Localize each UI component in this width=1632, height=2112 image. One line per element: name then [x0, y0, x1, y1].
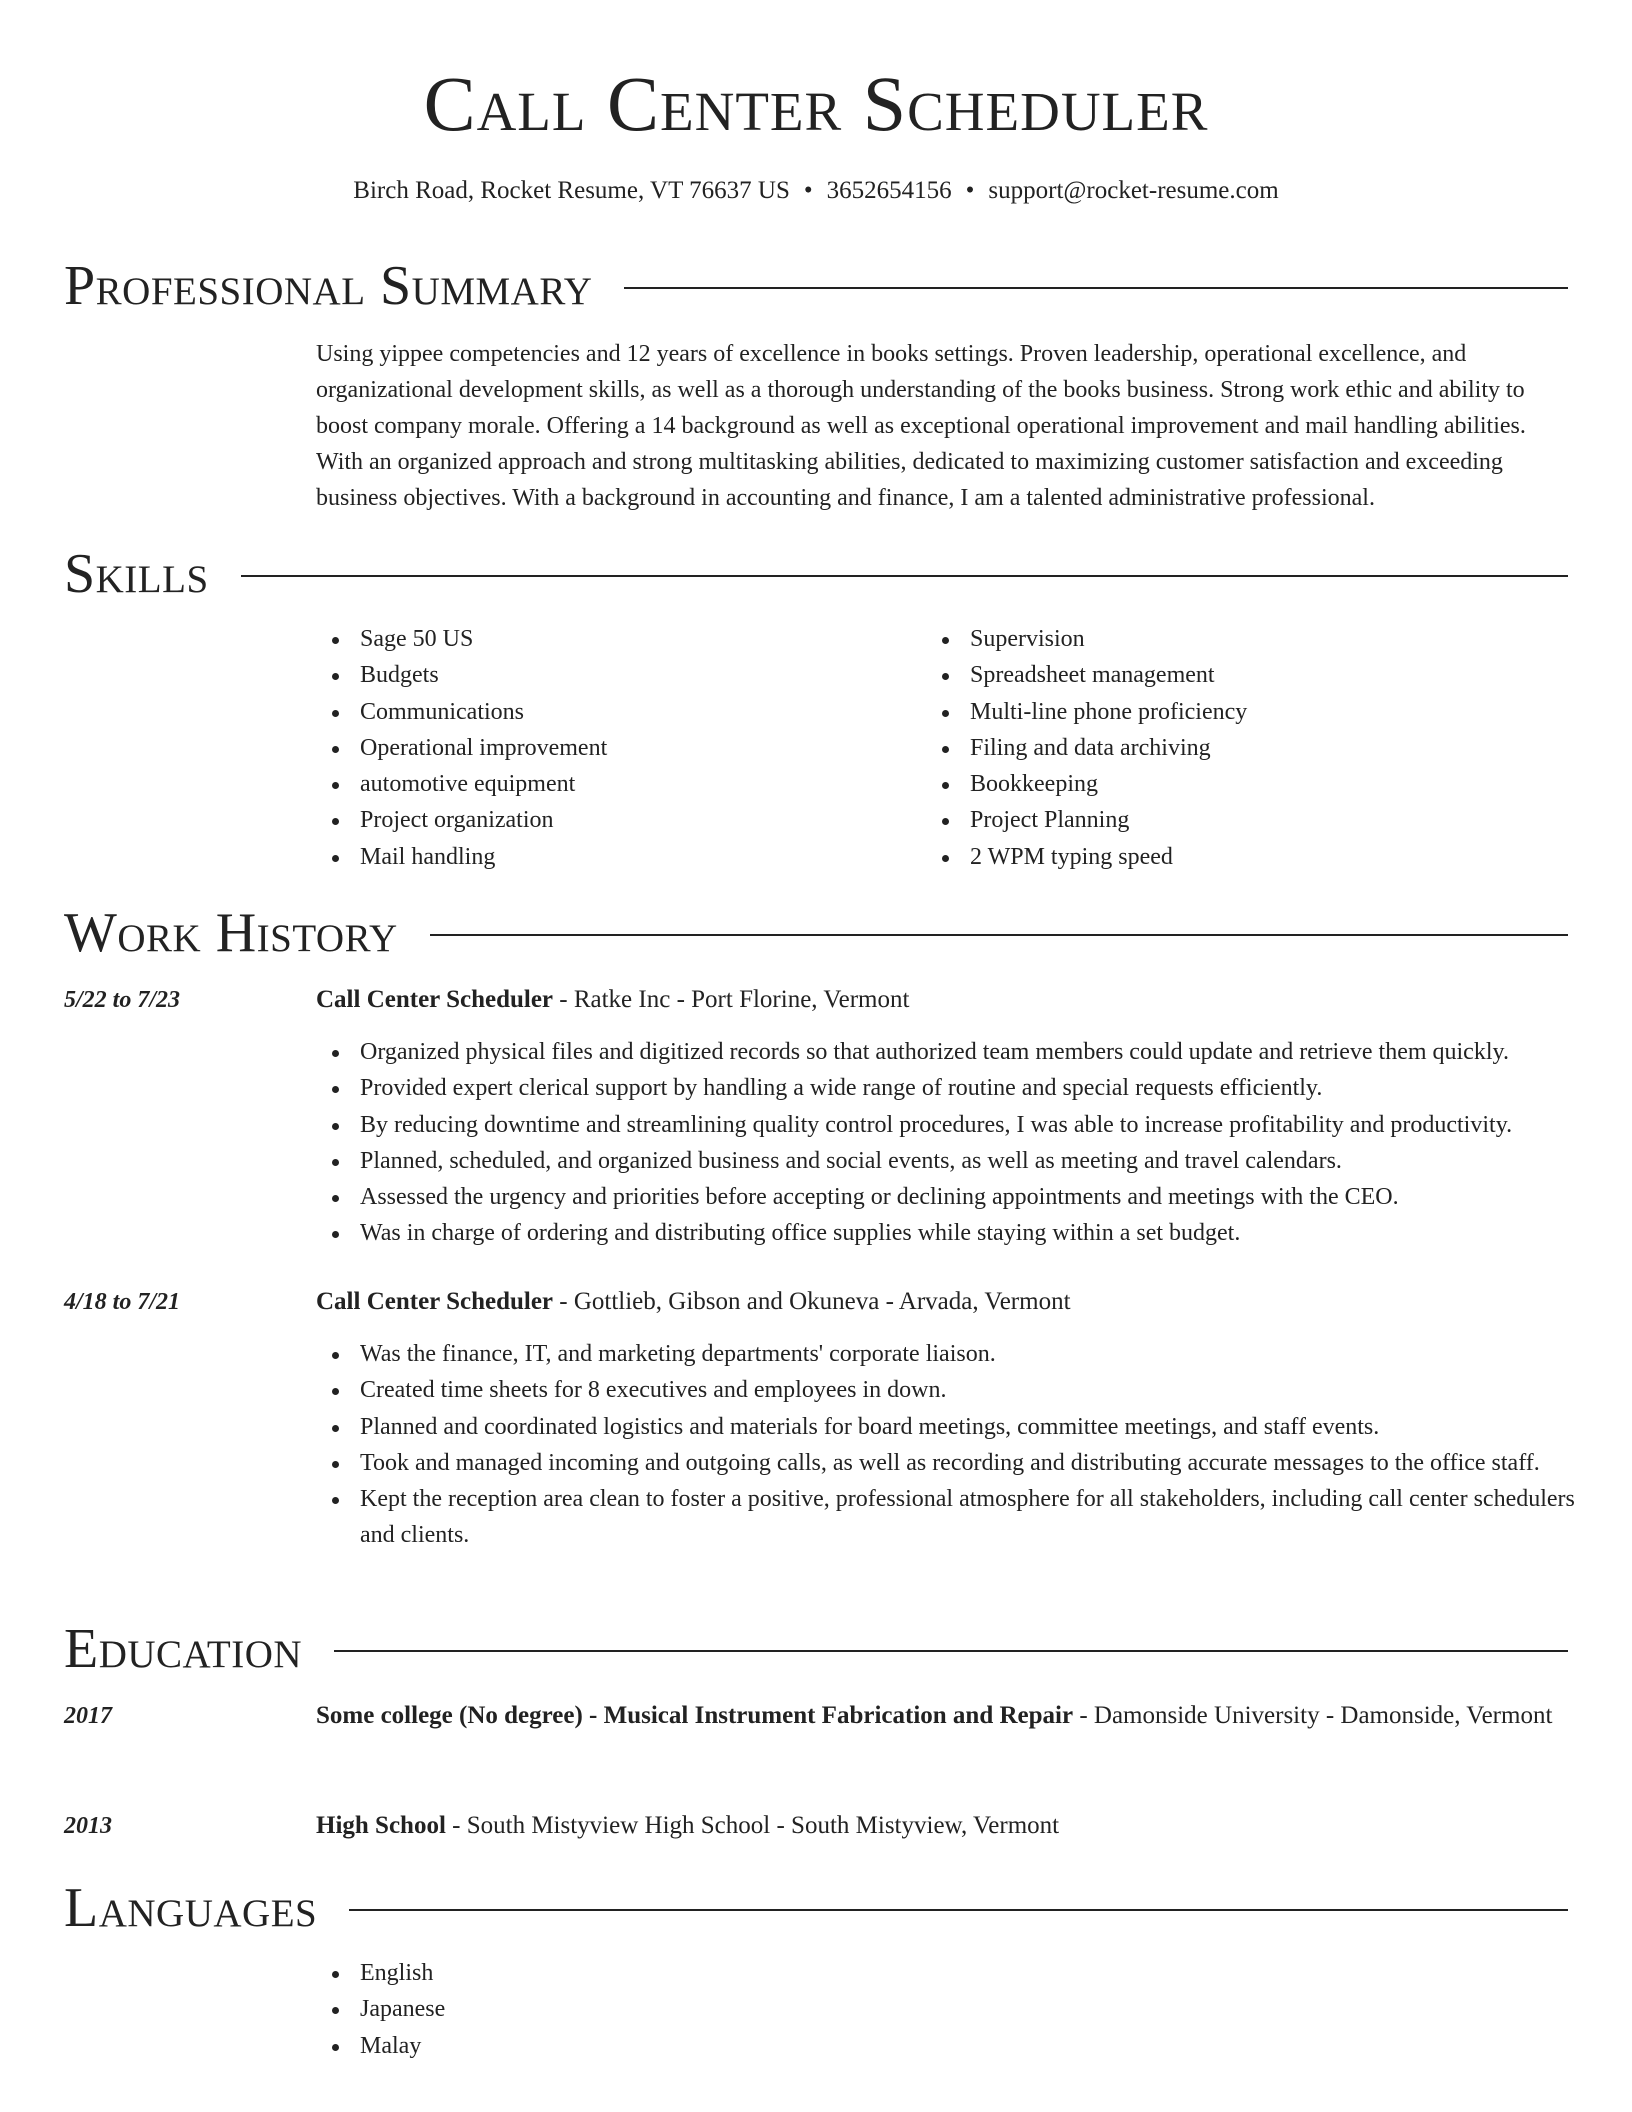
language-item: Japanese — [316, 1991, 1592, 2027]
job-title: Call Center Scheduler — [316, 1288, 554, 1315]
contact-line — [0, 176, 1632, 206]
education-year: 2013 — [64, 1813, 112, 1839]
education-year: 2017 — [64, 1703, 112, 1729]
skill-item: Supervision — [926, 621, 1526, 657]
list-item: Created time sheets for 8 executives and employees in down. — [316, 1372, 1592, 1408]
education-section-header — [64, 1617, 1568, 1681]
list-item: Kept the reception area clean to foster a positive, professional atmosphere for all stakeholders, including call center schedulers and clients. — [316, 1481, 1592, 1554]
section-title: Education — [64, 1618, 303, 1680]
skill-item: Multi-line phone proficiency — [926, 694, 1526, 730]
skill-item: Operational improvement — [316, 730, 876, 766]
languages-list — [316, 1955, 1592, 2064]
skill-item: Spreadsheet management — [926, 657, 1526, 693]
skill-item: Budgets — [316, 657, 876, 693]
skill-item: Bookkeeping — [926, 766, 1526, 802]
email-link[interactable]: support@rocket-resume.com — [988, 177, 1279, 204]
degree: Some college (No degree) - Musical Instrument Fabrication and Repair — [316, 1702, 1074, 1729]
separator: • — [803, 177, 813, 204]
school: - Damonside University - Damonside, Vermont — [1073, 1702, 1553, 1729]
job-employer: - Ratke Inc - Port Florine, Vermont — [553, 986, 910, 1013]
section-divider — [430, 934, 1568, 936]
skill-item: 2 WPM typing speed — [926, 839, 1526, 875]
language-item: Malay — [316, 2028, 1592, 2064]
list-item: Planned and coordinated logistics and materials for board meetings, committee meetings, and staff events. — [316, 1409, 1592, 1445]
section-divider — [624, 287, 1568, 289]
skills-list-left — [316, 621, 876, 875]
job-title: Call Center Scheduler — [316, 986, 554, 1013]
skills-section-header — [64, 542, 1568, 606]
list-item: By reducing downtime and streamlining quality control procedures, I was able to increase profitability and productivity. — [316, 1107, 1592, 1143]
languages-section-header — [64, 1876, 1568, 1940]
job-title-line — [316, 1282, 1568, 1322]
list-item: Was in charge of ordering and distributing office supplies while staying within a set budget. — [316, 1215, 1592, 1251]
school: - South Mistyview High School - South Mistyview, Vermont — [445, 1812, 1060, 1839]
section-title: Skills — [64, 543, 209, 605]
job-bullets — [316, 1034, 1592, 1252]
section-divider — [349, 1909, 1568, 1911]
skill-item: Mail handling — [316, 839, 876, 875]
skill-item: automotive equipment — [316, 766, 876, 802]
skill-item: Filing and data archiving — [926, 730, 1526, 766]
job-dates: 4/18 to 7/21 — [64, 1289, 181, 1315]
list-item: Was the finance, IT, and marketing departments' corporate liaison. — [316, 1336, 1592, 1372]
job-dates: 5/22 to 7/23 — [64, 987, 181, 1013]
candidate-name: Call Center Scheduler — [423, 60, 1209, 147]
section-divider — [241, 575, 1568, 577]
list-item: Assessed the urgency and priorities before accepting or declining appointments and meetings with the CEO. — [316, 1179, 1592, 1215]
education-entry — [316, 1806, 1568, 1846]
job-title-line — [316, 980, 1568, 1020]
section-title: Professional Summary — [64, 255, 593, 317]
address: Birch Road, Rocket Resume, VT 76637 US — [353, 177, 790, 204]
skill-item: Project Planning — [926, 802, 1526, 838]
language-item: English — [316, 1955, 1592, 1991]
skill-item: Sage 50 US — [316, 621, 876, 657]
list-item: Planned, scheduled, and organized business and social events, as well as meeting and travel calendars. — [316, 1143, 1592, 1179]
job-bullets — [316, 1336, 1592, 1554]
section-title: Work History — [64, 902, 398, 964]
summary-text: Using yippee competencies and 12 years of excellence in books settings. Proven leadership, operational excellence, and organizational development skills, as well as a thorough understanding of the books business. Strong work ethic and ability to boost company morale. Offering a 14 background as well as exceptional operational improvement and mail handling abilities. With an organized approach and strong multitasking abilities, dedicated to maximizing customer satisfaction and exceeding business objectives. With a background in accounting and finance, I am a talented administrative professional. — [316, 341, 1526, 511]
skill-item: Communications — [316, 694, 876, 730]
work-section-header — [64, 901, 1568, 965]
degree: High School — [316, 1812, 446, 1839]
job-employer: - Gottlieb, Gibson and Okuneva - Arvada, Vermont — [553, 1288, 1071, 1315]
education-entry — [316, 1696, 1568, 1736]
skills-list-right — [926, 621, 1526, 875]
list-item: Provided expert clerical support by handling a wide range of routine and special requests efficiently. — [316, 1070, 1592, 1106]
separator: • — [965, 177, 975, 204]
section-title: Languages — [64, 1877, 318, 1939]
section-divider — [334, 1650, 1568, 1652]
list-item: Took and managed incoming and outgoing calls, as well as recording and distributing accurate messages to the office staff. — [316, 1445, 1592, 1481]
skill-item: Project organization — [316, 802, 876, 838]
summary-section-header — [64, 254, 1568, 318]
phone: 3652654156 — [826, 177, 952, 204]
list-item: Organized physical files and digitized records so that authorized team members could update and retrieve them quickly. — [316, 1034, 1592, 1070]
